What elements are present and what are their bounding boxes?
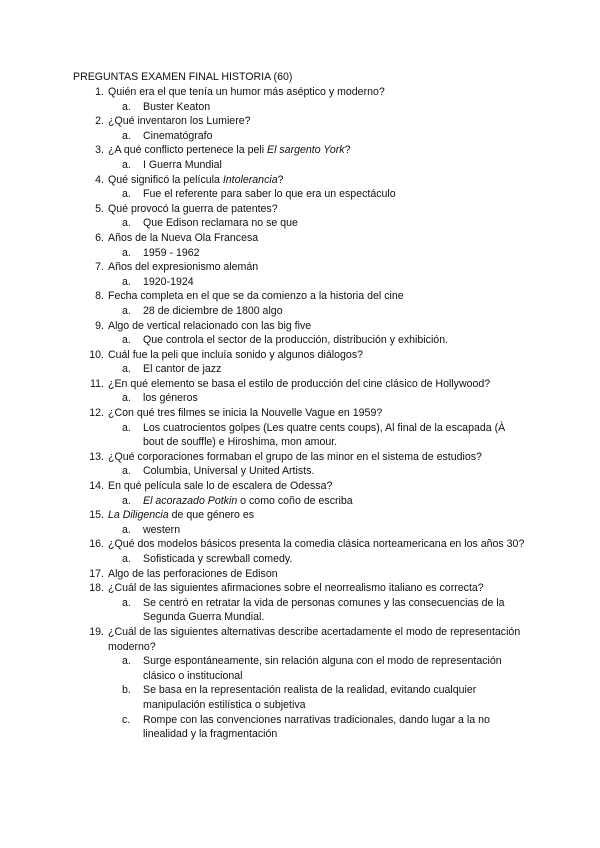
question-text: Qué provocó la guerra de patentes? bbox=[108, 202, 278, 215]
answer-item bbox=[0, 158, 600, 173]
answer-item bbox=[0, 523, 600, 538]
answer-letter: a. bbox=[122, 465, 131, 478]
text-segment: los géneros bbox=[143, 392, 198, 405]
question-item bbox=[0, 173, 600, 202]
answer-text bbox=[143, 392, 198, 404]
question-line bbox=[0, 319, 600, 334]
text-segment: Sofisticada y screwball comedy. bbox=[143, 553, 293, 565]
answer-list bbox=[0, 158, 600, 173]
text-segment: Se centró en retratar la vida de personas comunes y las consecuencias de la Segunda Guerra Mundial. bbox=[143, 596, 505, 624]
answer-letter: a. bbox=[122, 100, 131, 113]
answer-item bbox=[0, 333, 600, 348]
question-number: 5. bbox=[95, 202, 104, 215]
answer-letter: a. bbox=[122, 421, 131, 434]
text-segment: western bbox=[143, 523, 181, 536]
question-text: Años de la Nueva Ola Francesa bbox=[108, 231, 259, 244]
answer-letter: a. bbox=[122, 246, 131, 259]
question-number: 18. bbox=[89, 582, 104, 595]
answer-list bbox=[0, 421, 600, 450]
answer-item bbox=[0, 129, 600, 144]
italic-title-text: El sargento York bbox=[267, 144, 345, 157]
answer-text bbox=[143, 553, 292, 565]
answer-text bbox=[143, 130, 213, 142]
question-item bbox=[0, 581, 600, 625]
answer-list bbox=[0, 464, 600, 479]
question-line bbox=[0, 479, 600, 494]
question-item bbox=[0, 348, 600, 377]
answer-item bbox=[0, 304, 600, 319]
question-text: ¿Cuál de las siguientes afirmaciones sobre el neorrealismo italiano es correcta? bbox=[108, 582, 484, 595]
answer-text bbox=[143, 188, 396, 200]
answer-item bbox=[0, 713, 600, 742]
answer-text bbox=[143, 597, 505, 624]
answer-text bbox=[143, 655, 502, 682]
question-item bbox=[0, 143, 600, 172]
question-number: 1. bbox=[95, 86, 104, 98]
question-number: 19. bbox=[89, 625, 104, 638]
answer-item bbox=[0, 246, 600, 261]
question-text: ¿Qué inventaron los Lumiere? bbox=[108, 115, 251, 128]
question-text: ¿En qué elemento se basa el estilo de producción del cine clásico de Hollywood? bbox=[108, 377, 491, 390]
question-text: Quién era el que tenía un humor más aséptico y moderno? bbox=[108, 86, 385, 98]
text-segment: ? bbox=[277, 173, 284, 186]
answer-letter: a. bbox=[122, 129, 131, 142]
text-segment: El cantor de jazz bbox=[143, 363, 222, 376]
question-number: 16. bbox=[89, 538, 104, 551]
question-line bbox=[0, 231, 600, 246]
question-line bbox=[0, 508, 600, 523]
question-item bbox=[0, 567, 600, 582]
text-segment: Surge espontáneamente, sin relación alguna con el modo de representación clásico o institucional bbox=[143, 655, 502, 682]
answer-list bbox=[0, 246, 600, 261]
question-number: 8. bbox=[95, 290, 104, 303]
answer-list bbox=[0, 654, 600, 742]
answer-list bbox=[0, 552, 600, 567]
text-segment: o como coño de escriba bbox=[237, 494, 353, 507]
document-title: PREGUNTAS EXAMEN FINAL HISTORIA (60) bbox=[73, 71, 293, 83]
answer-list bbox=[0, 129, 600, 144]
answer-letter: c. bbox=[122, 713, 131, 726]
question-line bbox=[0, 377, 600, 392]
question-number: 15. bbox=[89, 509, 104, 522]
answer-text bbox=[143, 101, 210, 113]
answer-letter: a. bbox=[122, 275, 131, 288]
text-segment: de que género es bbox=[168, 509, 255, 522]
question-text: Algo de las perforaciones de Edison bbox=[108, 567, 278, 580]
question-line bbox=[0, 85, 600, 100]
answer-letter: a. bbox=[122, 392, 131, 405]
answer-letter: b. bbox=[122, 684, 131, 697]
answer-list bbox=[0, 523, 600, 538]
question-number: 6. bbox=[95, 231, 104, 244]
question-line bbox=[0, 173, 600, 188]
question-item bbox=[0, 85, 600, 114]
answer-text bbox=[143, 305, 283, 317]
question-item bbox=[0, 479, 600, 508]
answer-list bbox=[0, 596, 600, 625]
answer-text bbox=[143, 495, 353, 507]
question-number: 3. bbox=[95, 144, 104, 157]
question-text: ¿Qué corporaciones formaban el grupo de las minor en el sistema de estudios? bbox=[108, 450, 482, 463]
question-item bbox=[0, 289, 600, 318]
answer-item bbox=[0, 494, 600, 509]
answer-list bbox=[0, 391, 600, 406]
answer-item bbox=[0, 391, 600, 406]
answer-letter: a. bbox=[122, 334, 131, 347]
question-text: Fecha completa en el que se da comienzo a la historia del cine bbox=[108, 290, 404, 303]
answer-item bbox=[0, 100, 600, 115]
text-segment: Qué significó la película bbox=[108, 173, 223, 186]
text-segment: ? bbox=[344, 144, 351, 157]
question-text: ¿Con qué tres filmes se inicia la Nouvelle Vague en 1959? bbox=[108, 407, 383, 420]
question-line bbox=[0, 143, 600, 158]
question-item bbox=[0, 406, 600, 450]
answer-text bbox=[143, 524, 180, 536]
question-text bbox=[108, 143, 528, 158]
answer-item bbox=[0, 683, 600, 712]
text-segment: 28 de diciembre de 1800 algo bbox=[143, 304, 283, 317]
answer-letter: a. bbox=[122, 217, 131, 230]
question-item bbox=[0, 625, 600, 742]
italic-title-text: El acorazado Potkin bbox=[143, 494, 238, 507]
question-line bbox=[0, 567, 600, 582]
question-line bbox=[0, 450, 600, 465]
question-item bbox=[0, 231, 600, 260]
answer-item bbox=[0, 362, 600, 377]
question-text: ¿Cuál de las siguientes alternativas describe acertadamente el modo de representación moderno? bbox=[108, 625, 521, 653]
answer-list bbox=[0, 494, 600, 509]
text-segment: ¿A qué conflicto pertenece la peli bbox=[108, 144, 268, 157]
answer-text bbox=[143, 465, 314, 477]
answer-letter: a. bbox=[122, 363, 131, 376]
answer-letter: a. bbox=[122, 188, 131, 201]
question-number: 2. bbox=[95, 115, 104, 128]
question-text: Cuál fue la peli que incluía sonido y algunos diálogos? bbox=[108, 348, 364, 361]
answer-text bbox=[143, 684, 476, 711]
answer-list bbox=[0, 216, 600, 231]
question-text bbox=[108, 173, 528, 188]
answer-item bbox=[0, 654, 600, 683]
question-list bbox=[0, 85, 600, 742]
answer-letter: a. bbox=[122, 596, 131, 609]
question-line bbox=[0, 537, 600, 552]
text-segment: 1959 - 1962 bbox=[143, 246, 200, 259]
question-number: 17. bbox=[89, 567, 104, 580]
answer-item bbox=[0, 421, 600, 450]
text-segment: Cinematógrafo bbox=[143, 129, 213, 142]
question-number: 10. bbox=[89, 348, 104, 361]
text-segment: I Guerra Mundial bbox=[143, 158, 222, 171]
answer-letter: a. bbox=[122, 523, 131, 536]
question-item bbox=[0, 377, 600, 406]
answer-letter: a. bbox=[122, 158, 131, 171]
question-number: 11. bbox=[90, 377, 104, 390]
answer-text bbox=[143, 159, 222, 171]
answer-text bbox=[143, 334, 448, 346]
answer-letter: a. bbox=[122, 655, 131, 668]
text-segment: Columbia, Universal y United Artists. bbox=[143, 465, 315, 478]
text-segment: Rompe con las convenciones narrativas tradicionales, dando lugar a la no linealidad y la fragmentación bbox=[143, 713, 490, 741]
question-item bbox=[0, 260, 600, 289]
answer-letter: a. bbox=[122, 494, 131, 507]
answer-letter: a. bbox=[122, 304, 131, 317]
answer-item bbox=[0, 552, 600, 567]
question-line bbox=[0, 289, 600, 304]
text-segment: Que controla el sector de la producción, distribución y exhibición. bbox=[143, 334, 449, 347]
answer-text bbox=[143, 422, 505, 449]
answer-text bbox=[143, 714, 490, 741]
text-segment: Buster Keaton bbox=[143, 100, 211, 113]
question-number: 9. bbox=[95, 319, 104, 332]
italic-title-text: Intolerancia bbox=[222, 173, 278, 186]
answer-text bbox=[143, 247, 200, 259]
question-number: 7. bbox=[95, 261, 104, 274]
text-segment: 1920-1924 bbox=[143, 275, 194, 288]
question-number: 4. bbox=[95, 173, 104, 186]
text-segment: Que Edison reclamara no se que bbox=[143, 217, 298, 230]
question-number: 13. bbox=[89, 450, 104, 463]
answer-list bbox=[0, 304, 600, 319]
question-line bbox=[0, 581, 600, 596]
answer-item bbox=[0, 187, 600, 202]
answer-item bbox=[0, 464, 600, 479]
italic-title-text: La Diligencia bbox=[108, 509, 169, 522]
question-number: 12. bbox=[89, 407, 104, 420]
answer-list bbox=[0, 187, 600, 202]
answer-text bbox=[143, 363, 221, 375]
question-line bbox=[0, 625, 600, 654]
answer-letter: a. bbox=[122, 553, 131, 565]
question-item bbox=[0, 114, 600, 143]
question-item bbox=[0, 202, 600, 231]
answer-item bbox=[0, 275, 600, 290]
question-item bbox=[0, 537, 600, 566]
answer-item bbox=[0, 216, 600, 231]
answer-list bbox=[0, 275, 600, 290]
question-text: ¿Qué dos modelos básicos presenta la comedia clásica norteamericana en los años 30? bbox=[108, 538, 525, 551]
question-item bbox=[0, 508, 600, 537]
question-line bbox=[0, 202, 600, 217]
text-segment: Fue el referente para saber lo que era un espectáculo bbox=[143, 188, 396, 201]
question-text: En qué película sale lo de escalera de Odessa? bbox=[108, 480, 333, 493]
answer-text bbox=[143, 217, 298, 229]
question-item bbox=[0, 450, 600, 479]
answer-list bbox=[0, 362, 600, 377]
answer-list bbox=[0, 333, 600, 348]
question-text: Años del expresionismo alemán bbox=[108, 261, 259, 274]
answer-text bbox=[143, 276, 194, 288]
question-line bbox=[0, 114, 600, 129]
answer-list bbox=[0, 100, 600, 115]
question-line bbox=[0, 260, 600, 275]
answer-item bbox=[0, 596, 600, 625]
text-segment: Los cuatrocientos golpes (Les quatre cents coups), Al final de la escapada (À bout de souffle) e Hiroshima, mon amour. bbox=[143, 421, 506, 449]
question-number: 14. bbox=[89, 480, 104, 493]
question-text bbox=[108, 508, 528, 523]
question-line bbox=[0, 406, 600, 421]
question-text: Algo de vertical relacionado con las big five bbox=[108, 319, 312, 332]
question-line bbox=[0, 348, 600, 363]
question-item bbox=[0, 319, 600, 348]
text-segment: Se basa en la representación realista de la realidad, evitando cualquier manipulación estilística o subjetiva bbox=[143, 684, 477, 711]
